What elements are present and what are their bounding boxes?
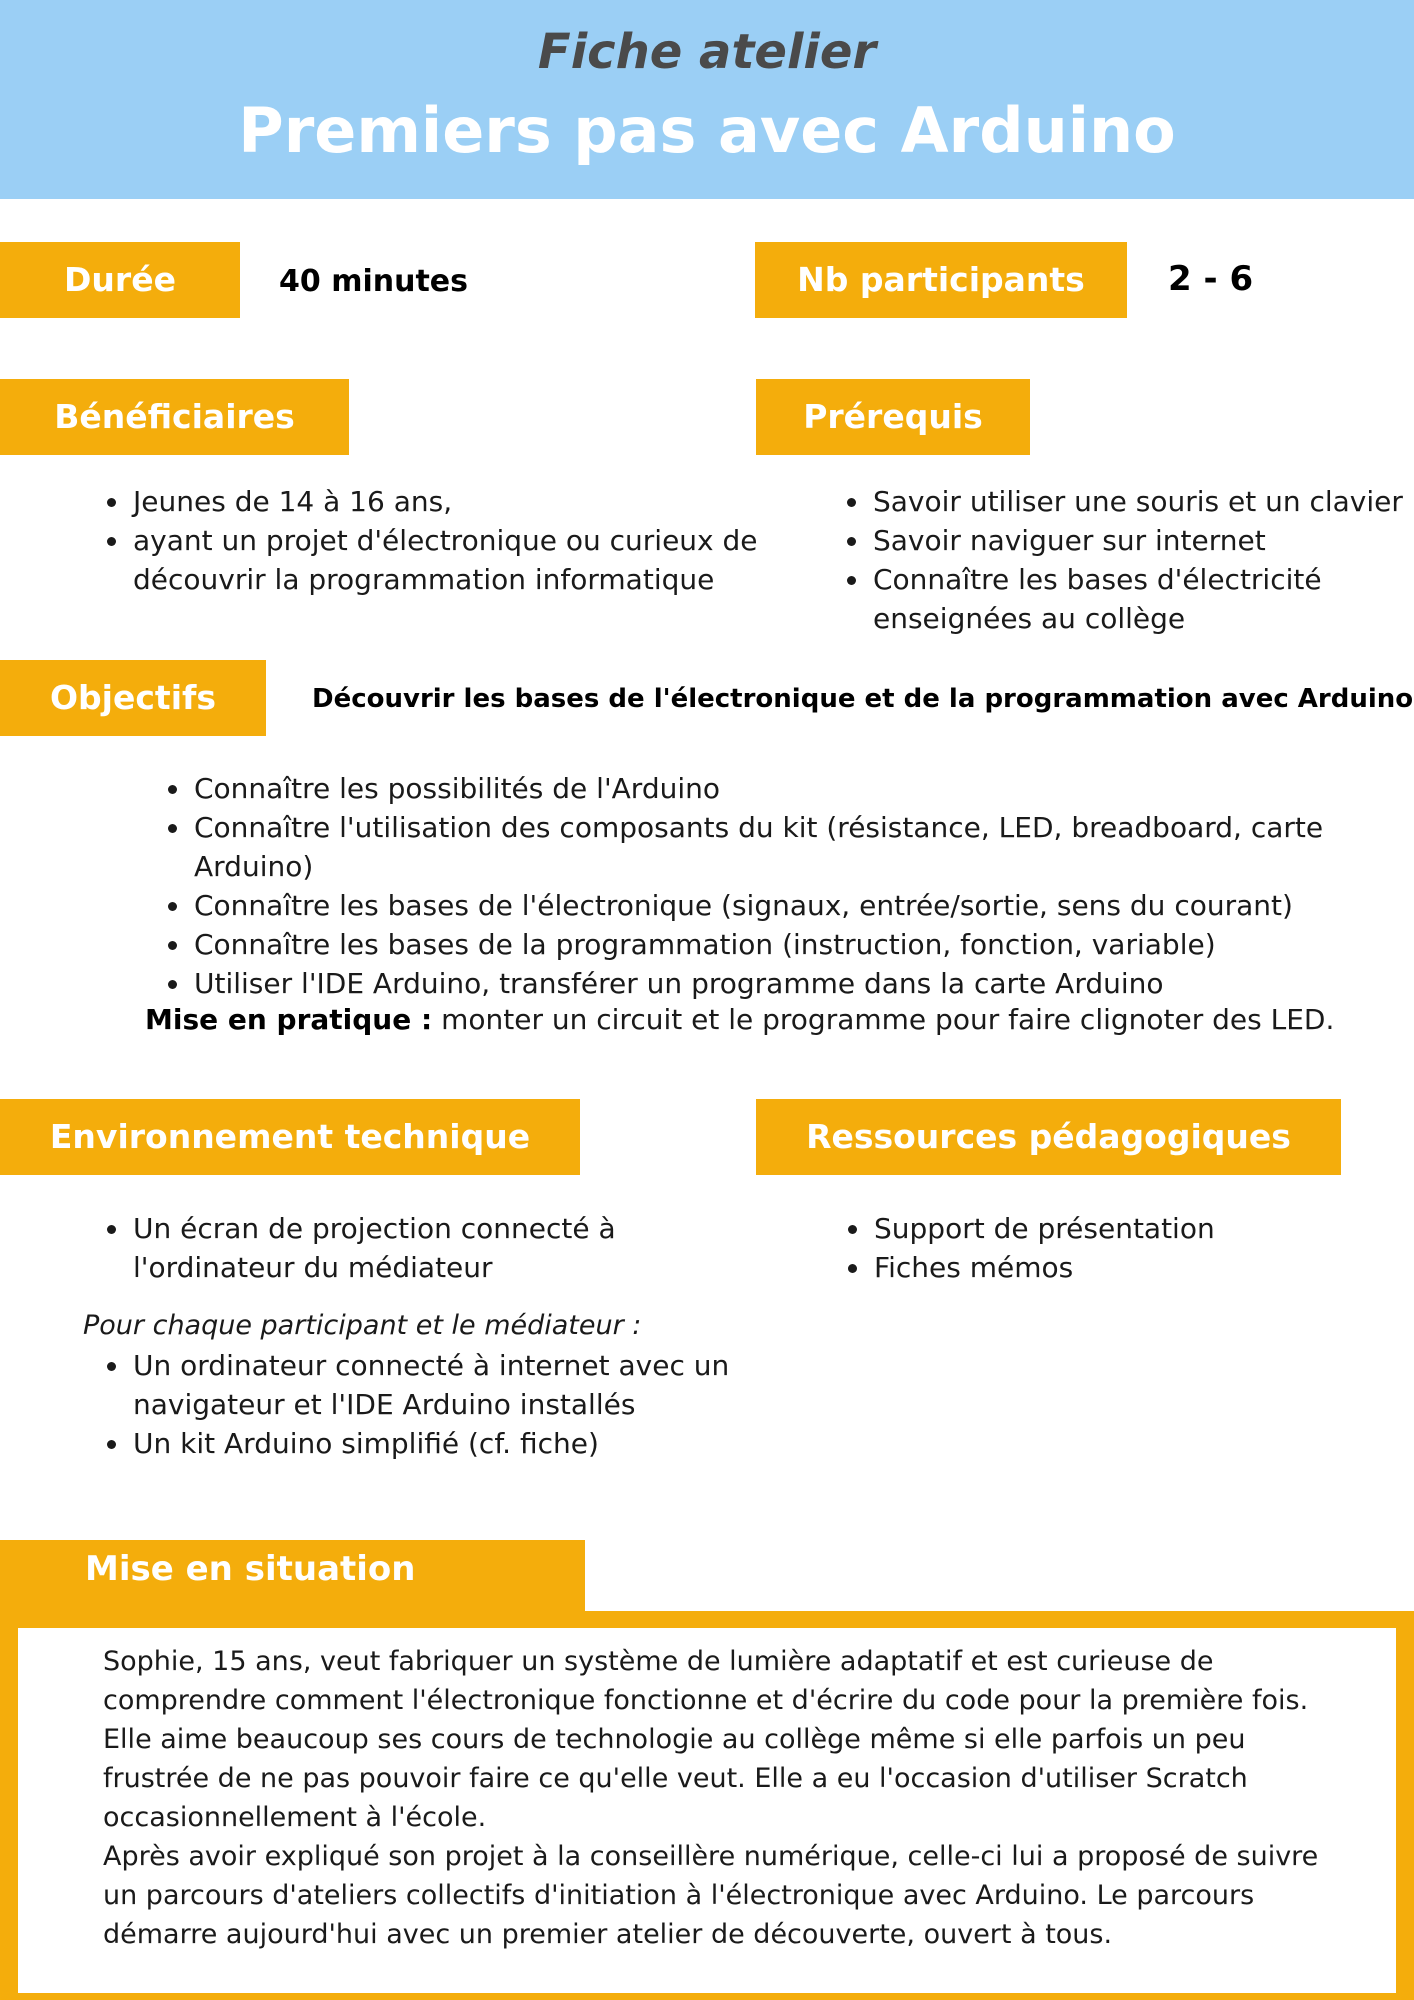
header-banner bbox=[0, 0, 1414, 199]
duration-value: 40 minutes bbox=[279, 264, 468, 299]
objectives-label: Objectifs bbox=[0, 660, 266, 736]
practice-text: monter un circuit et le programme pour faire clignoter des LED. bbox=[432, 1003, 1335, 1036]
list-item: • Un ordinateur connecté à internet avec un navigateur et l'IDE Arduino installés bbox=[131, 1346, 751, 1424]
list-item: • Utiliser l'IDE Arduino, transférer un programme dans la carte Arduino bbox=[192, 964, 1414, 1003]
list-item: • Savoir utiliser une souris et un clavier bbox=[871, 482, 1414, 521]
list-item: • Connaître les bases de l'électronique (signaux, entrée/sortie, sens du courant) bbox=[192, 886, 1414, 925]
resources-label: Ressources pédagogiques bbox=[756, 1099, 1341, 1175]
list-item: • Fiches mémos bbox=[872, 1248, 1414, 1287]
list-item: • Connaître l'utilisation des composants du kit (résistance, LED, breadboard, carte Arduino) bbox=[192, 808, 1414, 886]
environment-list bbox=[83, 1209, 751, 1287]
practice-label: Mise en pratique : bbox=[145, 1003, 433, 1036]
situation-paragraph: Sophie, 15 ans, veut fabriquer un système de lumière adaptatif et est curieuse de comprendre comment l'électronique fonctionne et d'écrire du code pour la première fois. Elle aime beaucoup ses cours de technologie au collège même si elle parfois un peu frustrée de ne pas pouvoir faire ce qu'elle veut. Elle a eu l'occasion d'utiliser Scratch occasionnellement à l'école. bbox=[103, 1646, 1309, 1833]
list-item: • Connaître les possibilités de l'Arduino bbox=[192, 769, 1414, 808]
participants-value: 2 - 6 bbox=[1168, 259, 1254, 299]
list-item: • Connaître les bases de la programmation (instruction, fonction, variable) bbox=[192, 925, 1414, 964]
header-subtitle: Fiche atelier bbox=[537, 24, 877, 80]
list-item: • Un écran de projection connecté à l'ordinateur du médiateur bbox=[131, 1209, 751, 1287]
environment-label: Environnement technique bbox=[0, 1099, 580, 1175]
situation-paragraph: Après avoir expliqué son projet à la conseillère numérique, celle-ci lui a proposé de suivre un parcours d'ateliers collectifs d'initiation à l'électronique avec Arduino. Le parcours démarre aujourd'hui avec un premier atelier de découverte, ouvert à tous. bbox=[103, 1841, 1319, 1950]
list-item: • Connaître les bases d'électricité enseignées au collège bbox=[871, 560, 1414, 638]
page-title: Premiers pas avec Arduino bbox=[238, 94, 1176, 167]
practice-line bbox=[145, 1003, 1334, 1036]
list-item: • Savoir naviguer sur internet bbox=[871, 521, 1414, 560]
list-item: • Jeunes de 14 à 16 ans, bbox=[131, 482, 771, 521]
list-item: • Un kit Arduino simplifié (cf. fiche) bbox=[131, 1424, 751, 1463]
objectives-list bbox=[144, 769, 1414, 1003]
resources-list bbox=[824, 1209, 1414, 1287]
beneficiaries-list bbox=[83, 482, 771, 599]
environment-note: Pour chaque participant et le médiateur : bbox=[83, 1310, 642, 1341]
prerequisites-list bbox=[823, 482, 1414, 638]
list-item: • ayant un projet d'électronique ou curieux de découvrir la programmation informatique bbox=[131, 521, 771, 599]
objectives-headline: Découvrir les bases de l'électronique et de la programmation avec Arduino bbox=[312, 684, 1414, 714]
duration-label: Durée bbox=[0, 242, 240, 318]
environment-list-2 bbox=[83, 1346, 751, 1463]
prerequisites-label: Prérequis bbox=[756, 379, 1030, 455]
beneficiaries-label: Bénéficiaires bbox=[0, 379, 349, 455]
list-item: • Support de présentation bbox=[872, 1209, 1414, 1248]
situation-label: Mise en situation bbox=[85, 1549, 416, 1589]
participants-label: Nb participants bbox=[755, 242, 1127, 318]
